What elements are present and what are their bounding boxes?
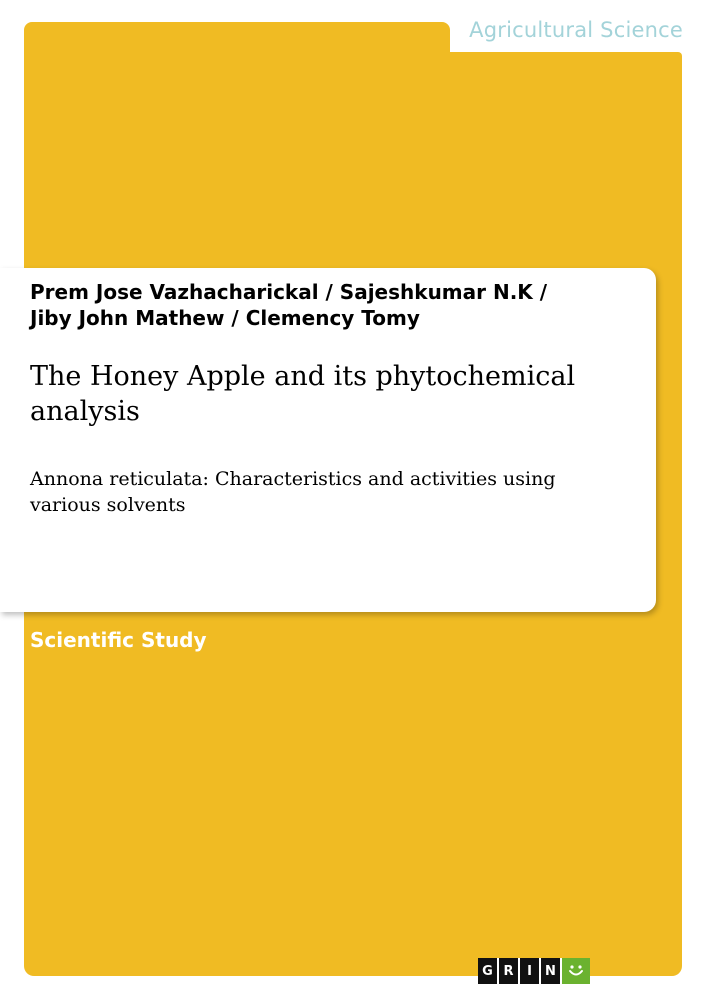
series-label: Scientific Study <box>30 628 207 652</box>
book-title: The Honey Apple and its phytochemical analysis <box>30 361 576 427</box>
book-subtitle: Annona reticulata: Characteristics and activities using various solvents <box>30 468 556 516</box>
logo-letter-n: N <box>541 958 562 984</box>
logo-letter-i: I <box>520 958 541 984</box>
cover-tab <box>24 22 450 54</box>
logo-letter-g: G <box>478 958 499 984</box>
logo-letter-r: R <box>499 958 520 984</box>
author-list <box>30 279 630 331</box>
category-label: Agricultural Science <box>469 18 683 42</box>
authors-line-2: Jiby John Mathew / Clemency Tomy <box>30 306 420 330</box>
authors-line-1: Prem Jose Vazhacharickal / Sajeshkumar N.K / <box>30 280 548 304</box>
publisher-logo <box>478 958 590 984</box>
smiley-icon <box>562 958 590 984</box>
